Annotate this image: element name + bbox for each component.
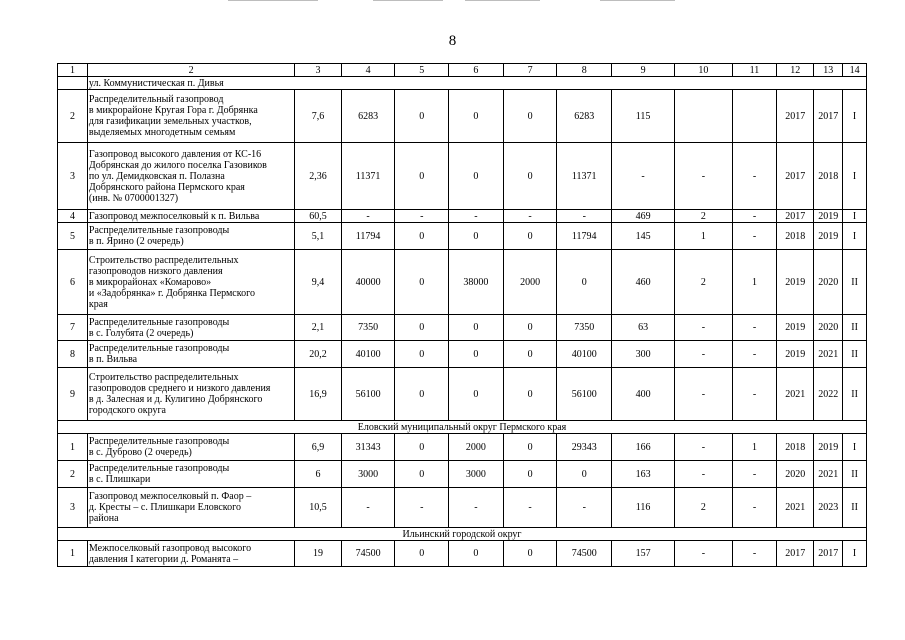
table-cell: 11794 xyxy=(557,223,612,250)
table-cell: II xyxy=(843,461,867,488)
table-cell: 0 xyxy=(557,461,612,488)
table-cell: 0 xyxy=(395,315,449,341)
column-number-cell: 12 xyxy=(777,64,814,77)
table-cell: I xyxy=(843,223,867,250)
table-cell: 163 xyxy=(612,461,675,488)
table-cell: 115 xyxy=(612,90,675,143)
table-cell: 19 xyxy=(295,541,341,567)
table-cell: 56100 xyxy=(341,368,395,421)
table-cell: 6 xyxy=(295,461,341,488)
table-cell: 29343 xyxy=(557,434,612,461)
table-cell: - xyxy=(612,143,675,210)
table-cell: - xyxy=(675,541,733,567)
column-number-cell: 11 xyxy=(732,64,776,77)
table-cell: 0 xyxy=(395,541,449,567)
table-cell: 1 xyxy=(732,250,776,315)
table-cell: 2023 xyxy=(814,488,843,528)
table-row xyxy=(58,315,867,341)
table-cell: 0 xyxy=(395,434,449,461)
table-cell: 2000 xyxy=(449,434,504,461)
table-cell: 10,5 xyxy=(295,488,341,528)
table-cell: 0 xyxy=(503,143,557,210)
table-cell: 2017 xyxy=(814,90,843,143)
table-cell: II xyxy=(843,341,867,368)
table-cell: - xyxy=(341,488,395,528)
object-name-cell: Распределительные газопроводы в с. Плишкари xyxy=(87,461,294,488)
table-cell: 2019 xyxy=(814,434,843,461)
table-cell: 400 xyxy=(612,368,675,421)
table-row xyxy=(58,90,867,143)
object-name-cell: Газопровод высокого давления от КС-16 Добрянская до жилого поселка Газовиков по ул. Демидковская п. Полазна Добрянского района Пермского края (инв. № 0700001327) xyxy=(87,143,294,210)
table-row xyxy=(58,223,867,250)
table-cell: 11794 xyxy=(341,223,395,250)
object-name-cell: Распределительные газопроводы в п. Вильва xyxy=(87,341,294,368)
table-cell: 2019 xyxy=(777,250,814,315)
table-cell: 2017 xyxy=(777,541,814,567)
table-row xyxy=(58,434,867,461)
table-cell: 2019 xyxy=(777,315,814,341)
table-cell: 2021 xyxy=(814,461,843,488)
section-row xyxy=(58,421,867,434)
object-name-cell: Газопровод межпоселковый к п. Вильва xyxy=(87,210,294,223)
table-cell: 2019 xyxy=(777,341,814,368)
object-name-cell: Строительство распределительных газопроводов низкого давления в микрорайонах «Комарово» и «Задобрянка» г. Добрянка Пермского края xyxy=(87,250,294,315)
section-title: Ильинский городской округ xyxy=(58,528,867,541)
table-cell: - xyxy=(675,143,733,210)
table-cell: 0 xyxy=(449,223,504,250)
table-cell: 0 xyxy=(449,341,504,368)
table-row xyxy=(58,210,867,223)
table-cell: 0 xyxy=(449,368,504,421)
table-cell: 0 xyxy=(503,341,557,368)
table-cell: 2 xyxy=(58,90,88,143)
table-cell: - xyxy=(675,315,733,341)
column-number-cell: 9 xyxy=(612,64,675,77)
gasification-table xyxy=(57,63,867,567)
top-rule xyxy=(228,0,318,1)
table-cell: 5,1 xyxy=(295,223,341,250)
table-cell: - xyxy=(557,488,612,528)
table-cell: 40100 xyxy=(341,341,395,368)
table-cell: 40100 xyxy=(557,341,612,368)
table-cell: - xyxy=(732,541,776,567)
object-name-cell: Распределительные газопроводы в с. Дуброво (2 очередь) xyxy=(87,434,294,461)
section-title: ул. Коммунистическая п. Дивья xyxy=(87,77,866,90)
table-cell: 2021 xyxy=(814,341,843,368)
column-number-cell: 2 xyxy=(87,64,294,77)
table-cell: - xyxy=(675,461,733,488)
table-cell: 5 xyxy=(58,223,88,250)
object-name-cell: Газопровод межпоселковый п. Фаор – д. Кресты – с. Плишкари Еловского района xyxy=(87,488,294,528)
table-cell: 116 xyxy=(612,488,675,528)
column-number-cell: 7 xyxy=(503,64,557,77)
table-cell: 3000 xyxy=(449,461,504,488)
table-row xyxy=(58,143,867,210)
table-cell: 166 xyxy=(612,434,675,461)
table-cell: - xyxy=(732,488,776,528)
column-number-cell: 5 xyxy=(395,64,449,77)
table-cell: 56100 xyxy=(557,368,612,421)
table-row xyxy=(58,368,867,421)
table-cell: I xyxy=(843,434,867,461)
table-cell: II xyxy=(843,368,867,421)
table-cell: 0 xyxy=(503,315,557,341)
table-cell: 0 xyxy=(449,541,504,567)
table-cell: 0 xyxy=(503,90,557,143)
column-number-cell: 13 xyxy=(814,64,843,77)
top-rule xyxy=(465,0,540,1)
table-cell: 74500 xyxy=(557,541,612,567)
table-cell: 300 xyxy=(612,341,675,368)
table-cell: 1 xyxy=(58,541,88,567)
table-cell: 0 xyxy=(395,461,449,488)
table-cell: 1 xyxy=(732,434,776,461)
table-cell: 7350 xyxy=(557,315,612,341)
table-cell: - xyxy=(732,143,776,210)
table-cell: 2017 xyxy=(777,143,814,210)
table-row xyxy=(58,341,867,368)
page-number: 8 xyxy=(448,33,457,49)
table-cell: 2018 xyxy=(777,223,814,250)
table-cell: 6283 xyxy=(557,90,612,143)
table-cell: - xyxy=(557,210,612,223)
table-cell: 60,5 xyxy=(295,210,341,223)
table-cell: - xyxy=(732,315,776,341)
table-cell: 2020 xyxy=(814,250,843,315)
table-cell: - xyxy=(503,210,557,223)
table-cell: 3 xyxy=(58,488,88,528)
table-cell: - xyxy=(732,223,776,250)
table-cell: 0 xyxy=(503,434,557,461)
column-number-cell: 3 xyxy=(295,64,341,77)
table-cell: 0 xyxy=(503,541,557,567)
table-cell: 7,6 xyxy=(295,90,341,143)
table-cell: 6 xyxy=(58,250,88,315)
section-row xyxy=(58,528,867,541)
table-cell: 40000 xyxy=(341,250,395,315)
top-rule xyxy=(600,0,675,1)
table-cell: - xyxy=(449,488,504,528)
table-cell: 2022 xyxy=(814,368,843,421)
table-cell: 9 xyxy=(58,368,88,421)
column-number-cell: 8 xyxy=(557,64,612,77)
table-cell: 2020 xyxy=(777,461,814,488)
object-name-cell: Межпоселковый газопровод высокого давления I категории д. Романята – xyxy=(87,541,294,567)
table-cell: 0 xyxy=(503,368,557,421)
column-number-cell: 4 xyxy=(341,64,395,77)
table-cell: 2,1 xyxy=(295,315,341,341)
table-cell: 38000 xyxy=(449,250,504,315)
table-cell: I xyxy=(843,143,867,210)
table-cell: 7350 xyxy=(341,315,395,341)
table-cell: 11371 xyxy=(341,143,395,210)
section-title: Еловский муниципальный округ Пермского края xyxy=(58,421,867,434)
table-cell: 0 xyxy=(449,315,504,341)
table-cell: - xyxy=(395,488,449,528)
table-cell: 2021 xyxy=(777,368,814,421)
table-cell: 9,4 xyxy=(295,250,341,315)
table-cell: 2018 xyxy=(814,143,843,210)
table-cell: I xyxy=(843,541,867,567)
table-cell: 2017 xyxy=(777,210,814,223)
table-cell: 0 xyxy=(449,90,504,143)
table-header-row xyxy=(58,64,867,77)
table-cell: 4 xyxy=(58,210,88,223)
table-cell: 0 xyxy=(503,223,557,250)
table-cell: 2,36 xyxy=(295,143,341,210)
table-cell: 0 xyxy=(503,461,557,488)
table-cell: 3 xyxy=(58,143,88,210)
table-cell: II xyxy=(843,250,867,315)
column-number-cell: 1 xyxy=(58,64,88,77)
table-cell: 157 xyxy=(612,541,675,567)
table-cell: 63 xyxy=(612,315,675,341)
section-cell xyxy=(58,77,88,90)
table-cell: 0 xyxy=(395,368,449,421)
table-cell: 3000 xyxy=(341,461,395,488)
table-cell: 2017 xyxy=(777,90,814,143)
table-cell: - xyxy=(675,368,733,421)
table-cell xyxy=(675,90,733,143)
table-cell: 0 xyxy=(395,90,449,143)
table-cell: - xyxy=(675,434,733,461)
table-cell: 11371 xyxy=(557,143,612,210)
table-cell: - xyxy=(732,341,776,368)
table-row xyxy=(58,488,867,528)
table-cell: - xyxy=(341,210,395,223)
table-cell: - xyxy=(732,210,776,223)
table-cell: 6283 xyxy=(341,90,395,143)
table-row xyxy=(58,250,867,315)
table-cell: 0 xyxy=(557,250,612,315)
table-cell: 460 xyxy=(612,250,675,315)
table-cell: 2000 xyxy=(503,250,557,315)
table-cell: 1 xyxy=(675,223,733,250)
table-cell: - xyxy=(449,210,504,223)
table-cell: 2 xyxy=(675,210,733,223)
table-cell: - xyxy=(732,461,776,488)
table-cell: - xyxy=(675,341,733,368)
table-cell: - xyxy=(395,210,449,223)
object-name-cell: Распределительный газопровод в микрорайоне Кругая Гора г. Добрянка для газификации земельных участков, выделяемых многодетным семьям xyxy=(87,90,294,143)
table-cell: 2021 xyxy=(777,488,814,528)
table-row xyxy=(58,541,867,567)
table-cell: 2 xyxy=(675,488,733,528)
column-number-cell: 14 xyxy=(843,64,867,77)
object-name-cell: Строительство распределительных газопроводов среднего и низкого давления в д. Залесная и д. Кулигино Добрянского городского округа xyxy=(87,368,294,421)
table-cell: 2019 xyxy=(814,223,843,250)
table-cell: 0 xyxy=(395,341,449,368)
table-cell: 16,9 xyxy=(295,368,341,421)
table-cell: II xyxy=(843,488,867,528)
table-row xyxy=(58,461,867,488)
table-cell: 2 xyxy=(675,250,733,315)
table-cell: 20,2 xyxy=(295,341,341,368)
table-cell: 0 xyxy=(395,250,449,315)
table-cell: 7 xyxy=(58,315,88,341)
table-cell: II xyxy=(843,315,867,341)
table-cell: 2017 xyxy=(814,541,843,567)
table-cell: 31343 xyxy=(341,434,395,461)
table-cell: I xyxy=(843,90,867,143)
table-cell: 0 xyxy=(395,223,449,250)
table-cell: 0 xyxy=(449,143,504,210)
table-cell xyxy=(732,90,776,143)
table-cell: 8 xyxy=(58,341,88,368)
table-cell: 0 xyxy=(395,143,449,210)
column-number-cell: 6 xyxy=(449,64,504,77)
table-cell: 2020 xyxy=(814,315,843,341)
table-cell: - xyxy=(732,368,776,421)
object-name-cell: Распределительные газопроводы в п. Ярино (2 очередь) xyxy=(87,223,294,250)
table-cell: 2019 xyxy=(814,210,843,223)
table-cell: - xyxy=(503,488,557,528)
column-number-cell: 10 xyxy=(675,64,733,77)
object-name-cell: Распределительные газопроводы в с. Голубята (2 очередь) xyxy=(87,315,294,341)
table-cell: 469 xyxy=(612,210,675,223)
table-cell: 2 xyxy=(58,461,88,488)
table-cell: 6,9 xyxy=(295,434,341,461)
table-cell: I xyxy=(843,210,867,223)
section-row xyxy=(58,77,867,90)
top-rule xyxy=(373,0,443,1)
table-cell: 145 xyxy=(612,223,675,250)
table-cell: 74500 xyxy=(341,541,395,567)
table-cell: 2018 xyxy=(777,434,814,461)
table-cell: 1 xyxy=(58,434,88,461)
